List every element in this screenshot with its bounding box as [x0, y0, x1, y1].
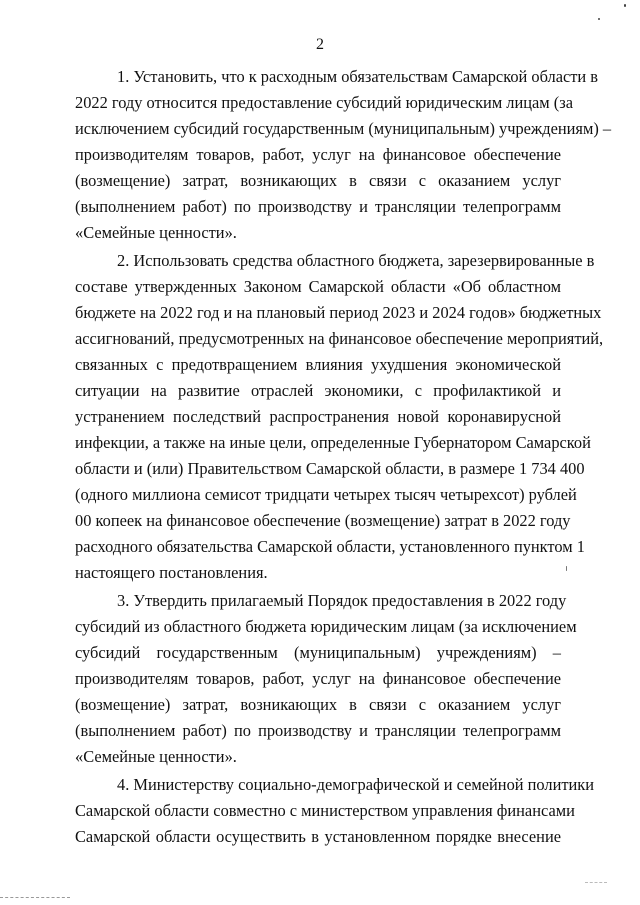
paragraph-2-line: связанных с предотвращением влияния ухудшения экономической: [75, 355, 561, 374]
scan-speck: [624, 4, 626, 7]
paragraph-2-line: бюджете на 2022 год и на плановый период 2023 и 2024 годов» бюджетных: [75, 303, 602, 322]
paragraph-3-line: 3. Утвердить прилагаемый Порядок предоставления в 2022 году: [117, 591, 567, 610]
paragraph-3-line: (возмещение) затрат, возникающих в связи с оказанием услуг: [75, 695, 561, 714]
paragraph-4-line: 4. Министерству социально-демографической и семейной политики: [117, 775, 595, 794]
paragraph-2-line: (одного миллиона семисот тридцати четырех тысяч четырехсот) рублей: [75, 485, 577, 504]
page-number: 2: [316, 36, 324, 53]
paragraph-3-line: производителям товаров, работ, услуг на финансовое обеспечение: [75, 669, 561, 688]
paragraph-3-line: субсидий государственным (муниципальным) учреждениям) –: [75, 643, 561, 662]
paragraph-1-line: «Семейные ценности».: [75, 223, 237, 242]
paragraph-4-line: Самарской области осуществить в установленном порядке внесение: [75, 827, 561, 846]
paragraph-1-line: 2022 году относится предоставление субсидий юридическим лицам (за: [75, 93, 573, 112]
scan-edge-line: [0, 897, 70, 899]
paragraph-4-line: Самарской области совместно с министерством управления финансами: [75, 801, 575, 820]
paragraph-1-line: производителям товаров, работ, услуг на финансовое обеспечение: [75, 145, 561, 164]
paragraph-3-line: субсидий из областного бюджета юридическим лицам (за исключением: [75, 617, 577, 636]
paragraph-2-line: 2. Использовать средства областного бюджета, зарезервированные в: [117, 251, 595, 270]
paragraph-2-line: ситуации на развитие отраслей экономики, с профилактикой и: [75, 381, 561, 400]
paragraph-2-line: области и (или) Правительством Самарской области, в размере 1 734 400: [75, 459, 585, 478]
paragraph-2-line: инфекции, а также на иные цели, определенные Губернатором Самарской: [75, 433, 591, 452]
paragraph-3-line: «Семейные ценности».: [75, 747, 237, 766]
scan-edge-line: [585, 882, 607, 884]
paragraph-2-line: настоящего постановления.: [75, 563, 268, 582]
paragraph-3-line: (выполнением работ) по производству и трансляции телепрограмм: [75, 721, 561, 740]
paragraph-2-line: 00 копеек на финансовое обеспечение (возмещение) затрат в 2022 году: [75, 511, 571, 530]
paragraph-1-line: 1. Установить, что к расходным обязательствам Самарской области в: [117, 67, 599, 86]
paragraph-1-line: (выполнением работ) по производству и трансляции телепрограмм: [75, 197, 561, 216]
paragraph-1-line: (возмещение) затрат, возникающих в связи с оказанием услуг: [75, 171, 561, 190]
scan-speck: [566, 566, 567, 571]
paragraph-2-line: расходного обязательства Самарской области, установленного пунктом 1: [75, 537, 585, 556]
paragraph-1-line: исключением субсидий государственным (муниципальным) учреждениям) –: [75, 119, 612, 138]
paragraph-2-line: составе утвержденных Законом Самарской области «Об областном: [75, 277, 561, 296]
paragraph-2-line: ассигнований, предусмотренных на финансовое обеспечение мероприятий,: [75, 329, 604, 348]
paragraph-2-line: устранением последствий распространения новой коронавирусной: [75, 407, 561, 426]
scan-speck: [598, 18, 600, 20]
